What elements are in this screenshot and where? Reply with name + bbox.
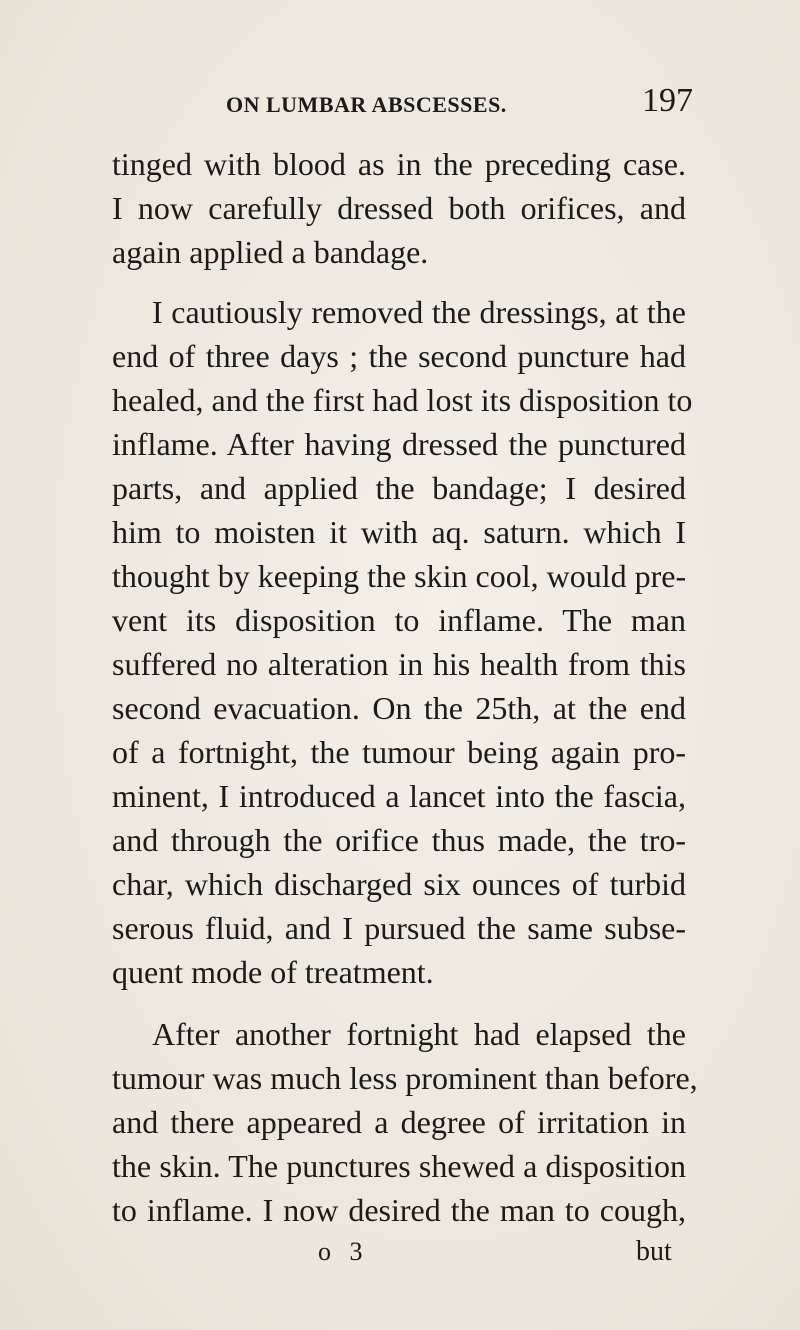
text-line: tinged with blood as in the preceding case. <box>112 146 686 182</box>
running-head: ON LUMBAR ABSCESSES. <box>226 92 507 117</box>
text-line: suffered no alteration in his health from this <box>112 646 686 682</box>
text-line: tumour was much less prominent than before, <box>112 1060 698 1096</box>
text-line: him to moisten it with aq. saturn. which I <box>112 514 686 550</box>
text-line: quent mode of treatment. <box>112 954 434 990</box>
text-line: I cautiously removed the dressings, at the <box>152 294 686 330</box>
text-line: the skin. The punctures shewed a disposition <box>112 1148 686 1184</box>
text-line: serous fluid, and I pursued the same subse- <box>112 910 686 946</box>
text-line: I now carefully dressed both orifices, and <box>112 190 686 226</box>
page-footer <box>0 1232 800 1272</box>
text-line: parts, and applied the bandage; I desired <box>112 470 686 506</box>
text-line: minent, I introduced a lancet into the fascia, <box>112 778 686 814</box>
page-number: 197 <box>642 82 693 119</box>
page-header <box>0 82 800 128</box>
catchword: but <box>636 1236 672 1267</box>
text-line: vent its disposition to inflame. The man <box>112 602 686 638</box>
text-line: and there appeared a degree of irritation in <box>112 1104 686 1140</box>
text-line: and through the orifice thus made, the tro- <box>112 822 686 858</box>
text-line: of a fortnight, the tumour being again pro- <box>112 734 686 770</box>
text-line: again applied a bandage. <box>112 234 429 270</box>
text-line: After another fortnight had elapsed the <box>152 1016 686 1052</box>
text-line: end of three days ; the second puncture had <box>112 338 686 374</box>
text-line: char, which discharged six ounces of turbid <box>112 866 686 902</box>
text-line: to inflame. I now desired the man to cough, <box>112 1192 686 1228</box>
text-line: inflame. After having dressed the punctured <box>112 426 686 462</box>
text-line: thought by keeping the skin cool, would pre- <box>112 558 687 594</box>
signature-mark: o 3 <box>318 1237 369 1266</box>
text-line: second evacuation. On the 25th, at the end <box>112 690 686 726</box>
text-line: healed, and the first had lost its disposition to <box>112 382 693 418</box>
